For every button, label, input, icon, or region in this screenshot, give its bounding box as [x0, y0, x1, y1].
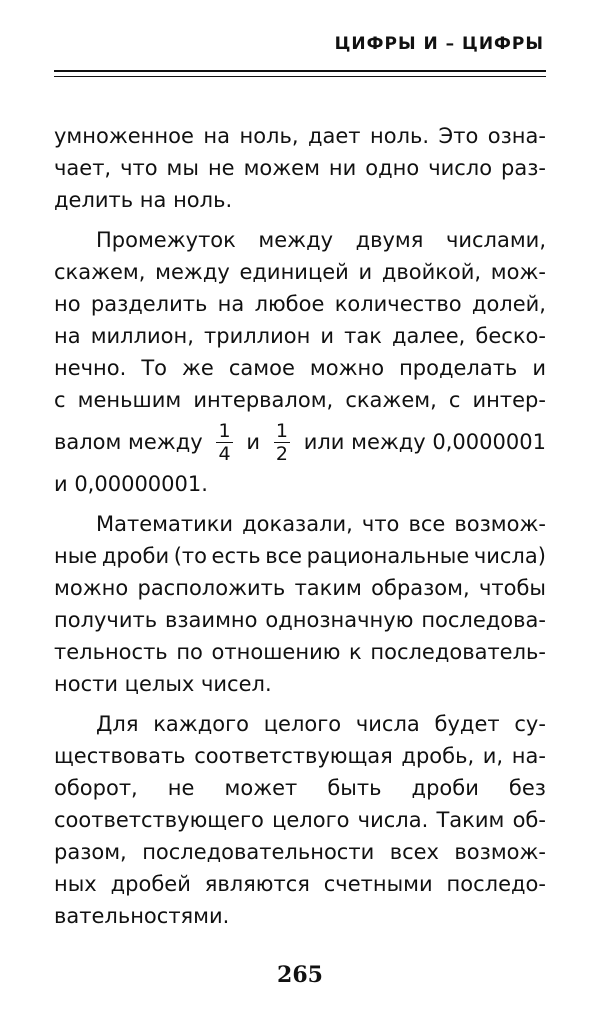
text-line: но разделить на любое количество долей, [54, 292, 546, 316]
text-line: делить на ноль. [54, 188, 233, 212]
text-line: на миллион, триллион и так далее, беско- [54, 324, 546, 348]
text-line: тельность по отношению к последователь- [54, 640, 546, 664]
text-line: Промежуток между двумя числами, [96, 228, 546, 252]
text-line: с меньшим интервалом, скажем, с интер- [54, 388, 546, 412]
fraction-line-before: валом между [54, 430, 203, 454]
text-line: чает, что мы не можем ни одно число раз- [54, 156, 546, 180]
fraction-one-half [274, 420, 290, 465]
running-head: ЦИФРЫ И – ЦИФРЫ [334, 34, 544, 54]
fraction-denominator: 2 [275, 442, 288, 465]
text-line: ности целых чисел. [54, 672, 272, 696]
text-line: ществовать соответствующая дробь, и, на- [54, 744, 546, 768]
fraction-line [54, 416, 546, 468]
body-text [54, 120, 546, 932]
text-line: соответствующего целого числа. Таким об- [54, 808, 546, 832]
page-number: 265 [277, 962, 323, 988]
text-line: умноженное на ноль, дает ноль. Это озна- [54, 124, 546, 148]
fraction-line-after: или между 0,0000001 [303, 430, 546, 454]
text-line: можно расположить таким образом, чтобы [54, 576, 546, 600]
text-line: скажем, между единицей и двойкой, мож- [54, 260, 546, 284]
fraction-numerator: 1 [218, 419, 231, 442]
header-rule-thick [54, 70, 546, 72]
fraction-numerator: 1 [275, 419, 288, 442]
text-line: нечно. То же самое можно проделать и [54, 356, 546, 380]
fraction-denominator: 4 [218, 442, 231, 465]
fraction-one-quarter [216, 420, 232, 465]
text-line: ных дробей являются счетными последо- [54, 872, 546, 896]
text-line: Математики доказали, что все возмож- [96, 512, 546, 536]
text-line: разом, последовательности всех возмож- [54, 840, 546, 864]
text-line: ные дроби (то есть все рациональные числа) [54, 544, 546, 568]
text-line: Для каждого целого числа будет су- [96, 712, 546, 736]
header-rule-thin [54, 76, 546, 77]
text-line: оборот, не может быть дроби без [54, 776, 546, 800]
fraction-line-conj: и [246, 430, 261, 454]
text-line: и 0,00000001. [54, 472, 208, 496]
text-line: вательностями. [54, 904, 230, 928]
text-line: получить взаимно однозначную последова- [54, 608, 546, 632]
